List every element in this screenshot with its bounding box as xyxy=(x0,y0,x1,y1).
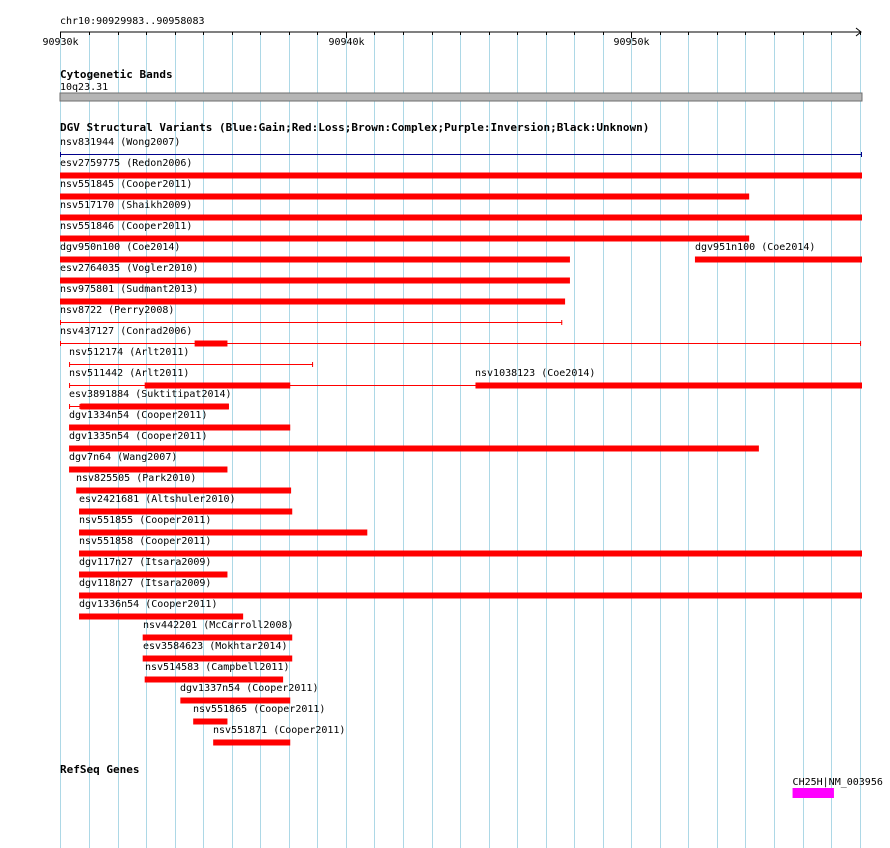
cytoband-bar[interactable] xyxy=(60,93,862,101)
variant-feature[interactable] xyxy=(180,683,318,704)
variant-label: dgv118n27 (Itsara2009) xyxy=(79,578,212,589)
dgv-track-title: DGV Structural Variants (Blue:Gain;Red:Loss;Brown:Complex;Purple:Inversion;Black:Unknown) xyxy=(60,121,650,134)
variant-feature[interactable] xyxy=(143,620,294,641)
variant-bar[interactable] xyxy=(69,425,290,431)
variant-label: nsv517170 (Shaikh2009) xyxy=(60,200,193,211)
ruler-tick-label: 90940k xyxy=(328,37,365,48)
variant-label: dgv1334n54 (Cooper2011) xyxy=(69,410,208,421)
variant-thick-block[interactable] xyxy=(80,404,228,410)
variant-feature[interactable] xyxy=(695,242,862,263)
variant-feature[interactable] xyxy=(79,599,243,620)
variant-label: nsv1038123 (Coe2014) xyxy=(475,368,596,379)
variant-label: dgv7n64 (Wang2007) xyxy=(69,452,178,463)
variant-feature[interactable] xyxy=(60,242,570,263)
variant-bar[interactable] xyxy=(60,278,570,284)
variant-label: nsv442201 (McCarroll2008) xyxy=(143,620,294,631)
cytoband-track-title: Cytogenetic Bands xyxy=(60,68,173,81)
variant-label: nsv551855 (Cooper2011) xyxy=(79,515,212,526)
variant-bar[interactable] xyxy=(60,194,749,200)
variant-label: esv3584623 (Mokhtar2014) xyxy=(143,641,288,652)
variant-bar[interactable] xyxy=(60,257,570,263)
variant-label: nsv551858 (Cooper2011) xyxy=(79,536,212,547)
variant-feature[interactable] xyxy=(60,179,749,200)
variant-feature[interactable] xyxy=(193,704,325,725)
variant-bar[interactable] xyxy=(79,572,227,578)
variant-label: dgv117n27 (Itsara2009) xyxy=(79,557,212,568)
refseq-track-title: RefSeq Genes xyxy=(60,763,140,776)
variant-bar[interactable] xyxy=(79,593,862,599)
variant-label: nsv437127 (Conrad2006) xyxy=(60,326,193,337)
variant-label: dgv1337n54 (Cooper2011) xyxy=(180,683,319,694)
variant-feature[interactable] xyxy=(76,473,291,494)
ruler-tick-label: 90930k xyxy=(42,37,79,48)
variant-label: nsv551871 (Cooper2011) xyxy=(213,725,346,736)
variant-feature[interactable] xyxy=(69,389,232,410)
variant-label: dgv1335n54 (Cooper2011) xyxy=(69,431,208,442)
variant-bar[interactable] xyxy=(76,488,291,494)
variant-feature[interactable] xyxy=(145,662,290,683)
variant-label: nsv8722 (Perry2008) xyxy=(60,305,175,316)
variant-label: dgv1336n54 (Cooper2011) xyxy=(79,599,218,610)
variant-bar[interactable] xyxy=(143,656,293,662)
variant-label: nsv551846 (Cooper2011) xyxy=(60,221,193,232)
variant-feature[interactable] xyxy=(69,347,313,367)
variant-feature[interactable] xyxy=(69,410,290,431)
variant-bar[interactable] xyxy=(213,740,290,746)
variant-feature[interactable] xyxy=(213,725,345,746)
cytoband-band-name: 10q23.31 xyxy=(60,82,109,93)
variant-bar[interactable] xyxy=(695,257,862,263)
variant-label: nsv514583 (Campbell2011) xyxy=(145,662,290,673)
variant-bar[interactable] xyxy=(60,215,862,221)
variant-feature[interactable] xyxy=(60,263,570,284)
variant-bar[interactable] xyxy=(79,551,862,557)
variant-label: nsv975801 (Sudmant2013) xyxy=(60,284,199,295)
variant-feature[interactable] xyxy=(79,515,367,536)
variant-feature[interactable] xyxy=(79,578,862,599)
variant-bar[interactable] xyxy=(193,719,227,725)
variant-label: dgv951n100 (Coe2014) xyxy=(695,242,816,253)
variant-bar[interactable] xyxy=(60,173,862,179)
variant-thick-block[interactable] xyxy=(145,383,291,389)
variant-label: esv2764035 (Vogler2010) xyxy=(60,263,199,274)
variant-bar[interactable] xyxy=(143,635,293,641)
variant-feature[interactable] xyxy=(79,557,227,578)
gene-label: CH25H|NM_003956 xyxy=(792,777,883,788)
refseq-track xyxy=(60,763,883,798)
variant-thick-block[interactable] xyxy=(195,341,228,347)
region-label: chr10:90929983..90958083 xyxy=(60,16,205,27)
variant-label: nsv551865 (Cooper2011) xyxy=(193,704,326,715)
variant-bar[interactable] xyxy=(69,446,759,452)
variant-feature[interactable] xyxy=(79,536,862,557)
variant-label: esv3891884 (Suktitipat2014) xyxy=(69,389,232,400)
gene-bar[interactable] xyxy=(793,788,834,798)
variant-bar[interactable] xyxy=(69,467,227,473)
variant-label: esv2421681 (Altshuler2010) xyxy=(79,494,236,505)
variant-bar[interactable] xyxy=(79,530,367,536)
variant-bar[interactable] xyxy=(79,614,243,620)
variant-label: nsv551845 (Cooper2011) xyxy=(60,179,193,190)
variant-label: nsv511442 (Arlt2011) xyxy=(69,368,190,379)
variant-label: nsv831944 (Wong2007) xyxy=(60,137,181,148)
variant-bar[interactable] xyxy=(60,299,565,305)
variant-bar[interactable] xyxy=(145,677,283,683)
variant-feature[interactable] xyxy=(60,305,562,325)
variant-label: nsv512174 (Arlt2011) xyxy=(69,347,190,358)
variant-feature[interactable] xyxy=(143,641,293,662)
gene-feature[interactable] xyxy=(793,777,883,798)
variant-bar[interactable] xyxy=(180,698,290,704)
ruler xyxy=(42,16,861,48)
variant-feature[interactable] xyxy=(60,221,749,242)
ruler-tick-label: 90950k xyxy=(613,37,650,48)
variant-label: esv2759775 (Redon2006) xyxy=(60,158,193,169)
variant-bar[interactable] xyxy=(60,236,749,242)
variant-label: nsv825505 (Park2010) xyxy=(76,473,197,484)
variant-feature[interactable] xyxy=(69,431,759,452)
variant-label: dgv950n100 (Coe2014) xyxy=(60,242,181,253)
variant-bar[interactable] xyxy=(79,509,292,515)
